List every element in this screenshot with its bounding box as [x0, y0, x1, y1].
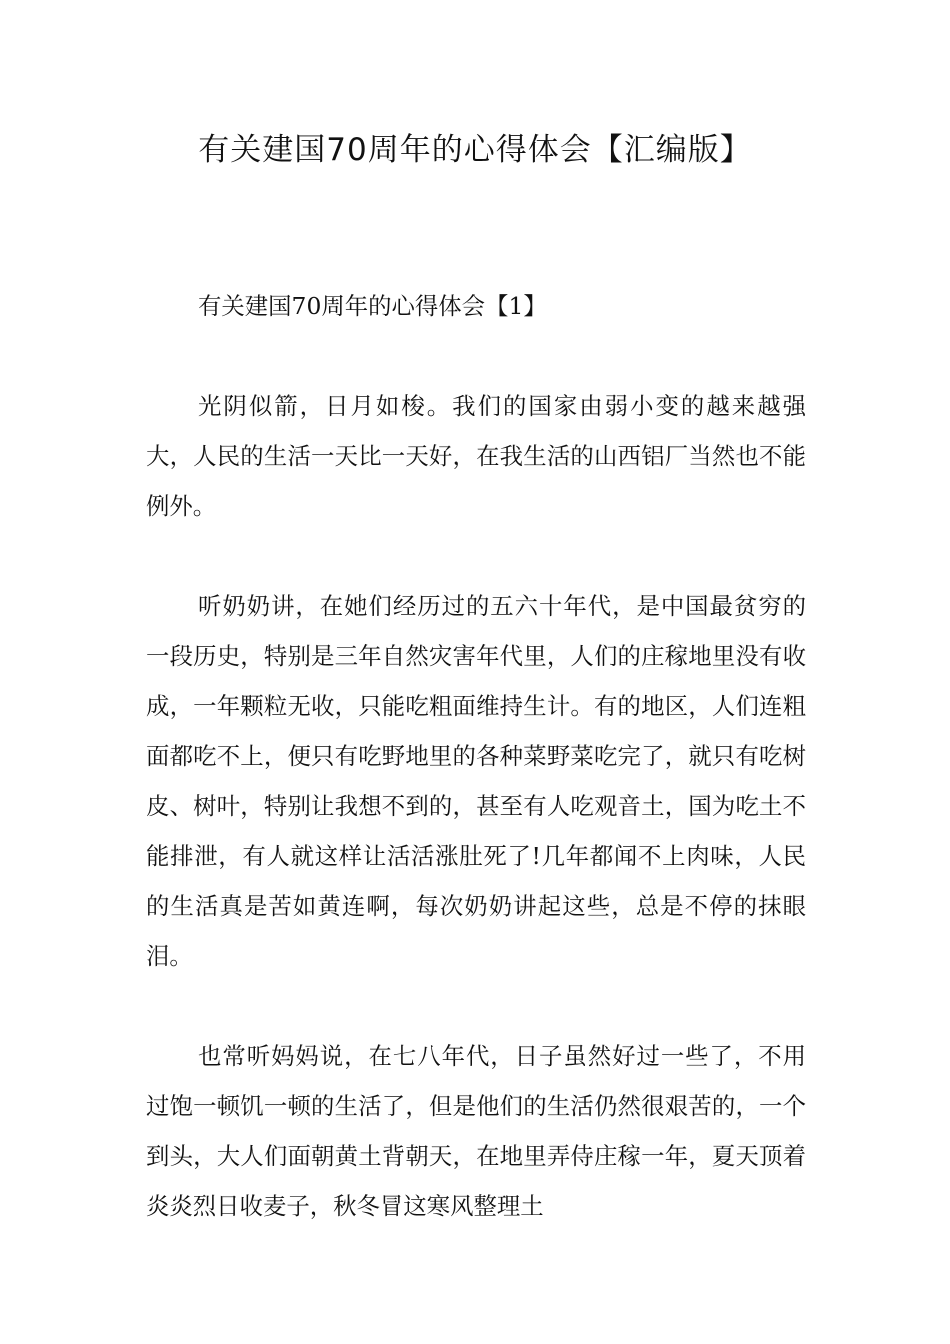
section-heading: 有关建国70周年的心得体会【1】 [198, 292, 547, 320]
document-title: 有关建国70周年的心得体会【汇编版】 [198, 132, 752, 168]
paragraph-1: 光阴似箭，日月如梭。我们的国家由弱小变的越来越强大，人民的生活一天比一天好，在我生活的山西铝厂当然也不能例外。 [146, 392, 806, 520]
paragraph-3: 也常听妈妈说，在七八年代，日子虽然好过一些了，不用过饱一顿饥一顿的生活了，但是他们的生活仍然很艰苦的，一个到头，大人们面朝黄土背朝天，在地里弄侍庄稼一年，夏天顶着炎炎烈日收麦子，秋冬冒这寒风整理土 [146, 1042, 806, 1220]
document-body [146, 281, 806, 1281]
paragraph-2: 听奶奶讲，在她们经历过的五六十年代，是中国最贫穷的一段历史，特别是三年自然灾害年代里，人们的庄稼地里没有收成，一年颗粒无收，只能吃粗面维持生计。有的地区，人们连粗面都吃不上，便只有吃野地里的各种菜野菜吃完了，就只有吃树皮、树叶，特别让我想不到的，甚至有人吃观音土，国为吃土不能排泄，有人就这样让活活涨肚死了!几年都闻不上肉味，人民的生活真是苦如黄连啊，每次奶奶讲起这些，总是不停的抹眼泪。 [146, 592, 806, 970]
